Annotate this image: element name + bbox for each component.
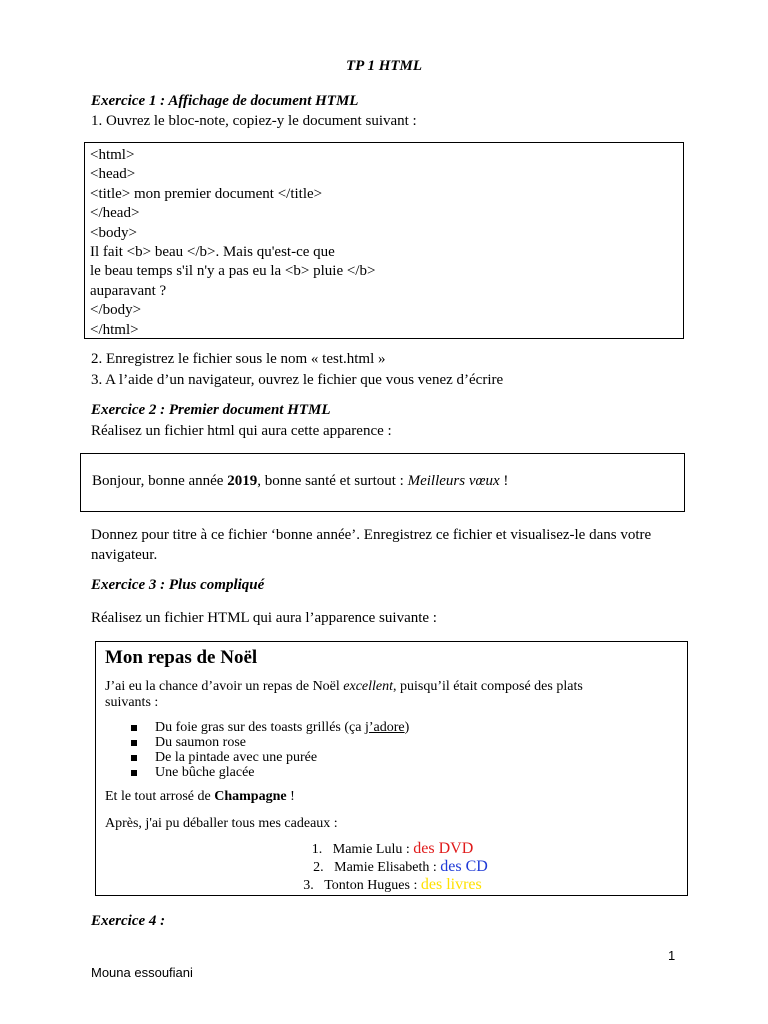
document-title: TP 1 HTML [345, 58, 423, 74]
code-line: <head> [90, 166, 136, 183]
code-line: <title> mon premier document </title> [90, 185, 323, 202]
ex3-para-before: J’ai eu la chance d’avoir un repas de Noël [105, 679, 344, 694]
ex3-para-line2: suivants : [105, 695, 159, 710]
ex3-para-after: , puisqu’il était composé des plats [393, 679, 583, 694]
gift-what: des livres [420, 876, 482, 893]
code-line: Il fait <b> beau </b>. Mais qu'est-ce que [90, 244, 335, 261]
ex1-step2: 2. Enregistrez le fichier sous le nom « test.html » [91, 351, 386, 367]
code-line: <html> [90, 147, 135, 163]
ex3-gifts-intro: Après, j'ai pu déballer tous mes cadeaux : [105, 816, 338, 831]
list-item: Du saumon rose [130, 735, 409, 750]
ex2-year: 2019 [227, 473, 258, 489]
ex3-underline-adore: j’adore [364, 720, 405, 735]
code-line: </body> [90, 302, 142, 319]
ex3-gifts-list [96, 840, 689, 894]
page-number: 1 [668, 948, 676, 963]
ex2-example-box [80, 453, 685, 512]
ex3-dish-list [130, 720, 409, 780]
ex2-text-part2: , bonne santé et surtout : [257, 473, 408, 489]
ex1-code-box [84, 142, 684, 339]
ex4-heading: Exercice 4 : [91, 913, 166, 929]
footer-author: Mouna essoufiani [91, 965, 193, 980]
ex3-heading: Exercice 3 : Plus compliqué [91, 577, 265, 593]
ex2-text-part1: Bonjour, bonne année [92, 473, 228, 489]
ex2-intro: Réalisez un fichier html qui aura cette apparence : [91, 423, 392, 439]
ex3-paragraph [105, 679, 583, 711]
ex2-text-end: ! [499, 473, 509, 489]
ex2-heading: Exercice 2 : Premier document HTML [91, 402, 331, 418]
ex2-example-text [92, 473, 508, 490]
ex2-after-line1: Donnez pour titre à ce fichier ‘bonne année’. Enregistrez ce fichier et visualisez-le dans votre [91, 527, 652, 543]
ex3-champagne-line: Et le tout arrosé de Champagne ! [105, 789, 295, 804]
code-line: <body> [90, 224, 137, 241]
ex3-intro: Réalisez un fichier HTML qui aura l’apparence suivante : [91, 610, 437, 626]
ex2-wish: Meilleurs vœux [407, 473, 500, 489]
list-item: 2. Mamie Elisabeth : des CD [313, 858, 488, 875]
ex1-heading: Exercice 1 : Affichage de document HTML [91, 93, 359, 109]
gift-what: des DVD [413, 840, 474, 857]
list-item: De la pintade avec une purée [130, 750, 409, 765]
ex3-champagne: Champagne [214, 789, 287, 804]
ex1-step3: 3. A l’aide d’un navigateur, ouvrez le fichier que vous venez d’écrire [91, 372, 504, 388]
code-line: le beau temps s'il n'y a pas eu la <b> pluie </b> [90, 263, 376, 280]
ex1-step1: 1. Ouvrez le bloc-note, copiez-y le document suivant : [91, 113, 417, 129]
code-line: </html> [90, 321, 139, 338]
ex3-box-title: Mon repas de Noël [105, 647, 258, 668]
list-item: Une bûche glacée [130, 765, 409, 780]
ex2-after-line2: navigateur. [91, 547, 158, 563]
code-line: auparavant ? [90, 282, 167, 299]
code-line: </head> [90, 205, 140, 222]
list-item: 3. Tonton Hugues : des livres [303, 876, 482, 893]
ex3-para-em: excellent [343, 679, 394, 694]
code-lines [90, 146, 375, 340]
gift-what: des CD [440, 858, 488, 875]
list-item: Du foie gras sur des toasts grillés (ça j’adore) [130, 720, 409, 735]
list-item: 1. Mamie Lulu : des DVD [311, 840, 474, 857]
ex3-example-box [95, 641, 688, 896]
